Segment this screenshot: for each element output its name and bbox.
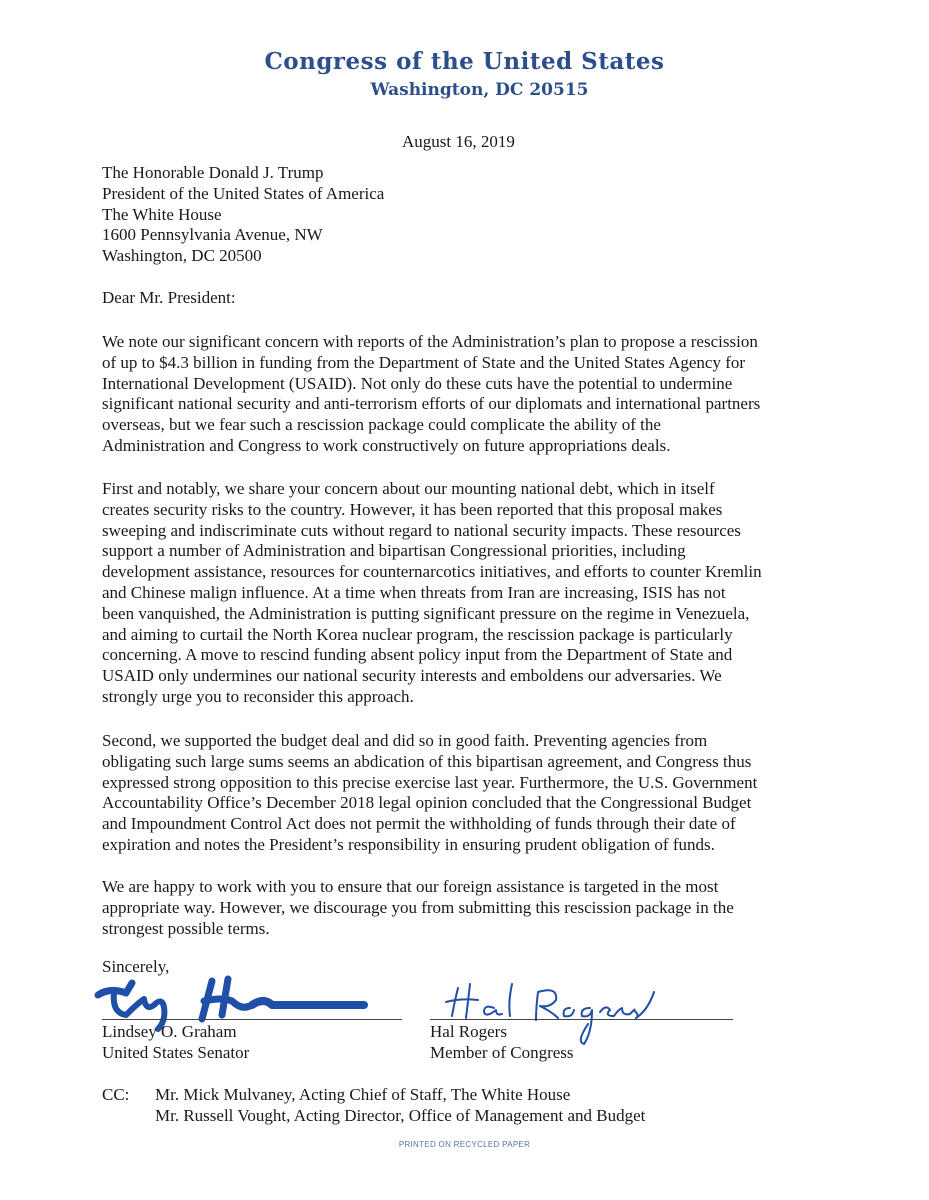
paragraph-line: significant national security and anti-terrorism efforts of our diplomats and international partners	[102, 394, 761, 414]
paragraph-line: First and notably, we share your concern about our mounting national debt, which in itself	[102, 479, 715, 498]
paragraph-line: USAID only undermines our national security interests and emboldens our adversaries. We	[102, 666, 722, 686]
paragraph-line: We note our significant concern with reports of the Administration’s plan to propose a rescission	[102, 332, 758, 351]
paragraph-4	[102, 877, 734, 939]
paragraph-line: obligating such large sums seems an abdication of this bipartisan agreement, and Congress thus	[102, 751, 752, 771]
signatory-title: United States Senator	[102, 1042, 250, 1062]
paragraph-line: overseas, but we fear such a rescission package could complicate the ability of the	[102, 415, 661, 435]
address-line: The White House	[102, 204, 222, 224]
paragraph-line: support a number of Administration and bipartisan Congressional priorities, including	[102, 541, 686, 561]
letterhead-subtitle: Washington, DC 20515	[370, 80, 589, 100]
cc-line: Mr. Russell Vought, Acting Director, Office of Management and Budget	[155, 1105, 646, 1125]
paragraph-line: strongly urge you to reconsider this approach.	[102, 686, 414, 706]
paragraph-line: concerning. A move to rescind funding absent policy input from the Department of State and	[102, 645, 733, 665]
recipient-address	[102, 163, 384, 267]
paragraph-line: We are happy to work with you to ensure that our foreign assistance is targeted in the most	[102, 877, 719, 896]
paragraph-line: and Impoundment Control Act does not permit the withholding of funds through their date of	[102, 814, 736, 834]
footer-recycled-note: PRINTED ON RECYCLED PAPER	[398, 1140, 531, 1149]
salutation: Dear Mr. President:	[102, 288, 236, 307]
paragraph-line: expressed strong opposition to this precise exercise last year. Furthermore, the U.S. Government	[102, 772, 758, 792]
paragraph-line: appropriate way. However, we discourage you from submitting this rescission package in the	[102, 897, 734, 917]
paragraph-line: strongest possible terms.	[102, 918, 270, 938]
paragraph-line: Accountability Office’s December 2018 legal opinion concluded that the Congressional Budget	[102, 793, 752, 813]
signature-line	[430, 1019, 733, 1020]
paragraph-3	[102, 731, 757, 856]
letterhead-title: Congress of the United States	[264, 48, 665, 75]
signatory-title: Member of Congress	[430, 1042, 574, 1062]
paragraph-line: Second, we supported the budget deal and did so in good faith. Preventing agencies from	[102, 731, 708, 750]
paragraph-line: sweeping and indiscriminate cuts without regard to national security impacts. These resources	[102, 520, 741, 540]
paragraph-1	[102, 332, 760, 457]
paragraph-line: Administration and Congress to work constructively on future appropriations deals.	[102, 435, 671, 455]
cc-list	[155, 1085, 645, 1127]
paragraph-line: and aiming to curtail the North Korea nuclear program, the rescission package is particularly	[102, 624, 733, 644]
address-line: Washington, DC 20500	[102, 246, 262, 266]
paragraph-line: expiration and notes the President’s responsibility in ensuring prudent obligation of funds.	[102, 834, 715, 854]
address-line: 1600 Pennsylvania Avenue, NW	[102, 225, 323, 245]
signatory-name: Hal Rogers	[430, 1022, 507, 1041]
paragraph-line: development assistance, resources for counternarcotics initiatives, and efforts to counter Kremlin	[102, 562, 762, 582]
signatory-name: Lindsey O. Graham	[102, 1022, 237, 1041]
cc-label: CC:	[102, 1085, 130, 1104]
paragraph-line: and Chinese malign influence. At a time when threats from Iran are increasing, ISIS has not	[102, 582, 726, 602]
paragraph-line: creates security risks to the country. However, it has been reported that this proposal makes	[102, 499, 723, 519]
paragraph-line: been vanquished, the Administration is putting significant pressure on the regime in Venezuela,	[102, 603, 750, 623]
closing: Sincerely,	[102, 957, 170, 976]
address-line: President of the United States of America	[102, 183, 385, 203]
paragraph-2	[102, 479, 762, 708]
signature-line	[102, 1019, 402, 1020]
paragraph-line: International Development (USAID). Not only do these cuts have the potential to undermine	[102, 373, 733, 393]
paragraph-line: of up to $4.3 billion in funding from the Department of State and the United States Agency for	[102, 352, 746, 372]
signatory-rogers	[430, 1022, 574, 1064]
address-line: The Honorable Donald J. Trump	[102, 163, 324, 182]
letter-date: August 16, 2019	[402, 132, 515, 151]
cc-line: Mr. Mick Mulvaney, Acting Chief of Staff, The White House	[155, 1085, 571, 1104]
signatory-graham	[102, 1022, 249, 1064]
